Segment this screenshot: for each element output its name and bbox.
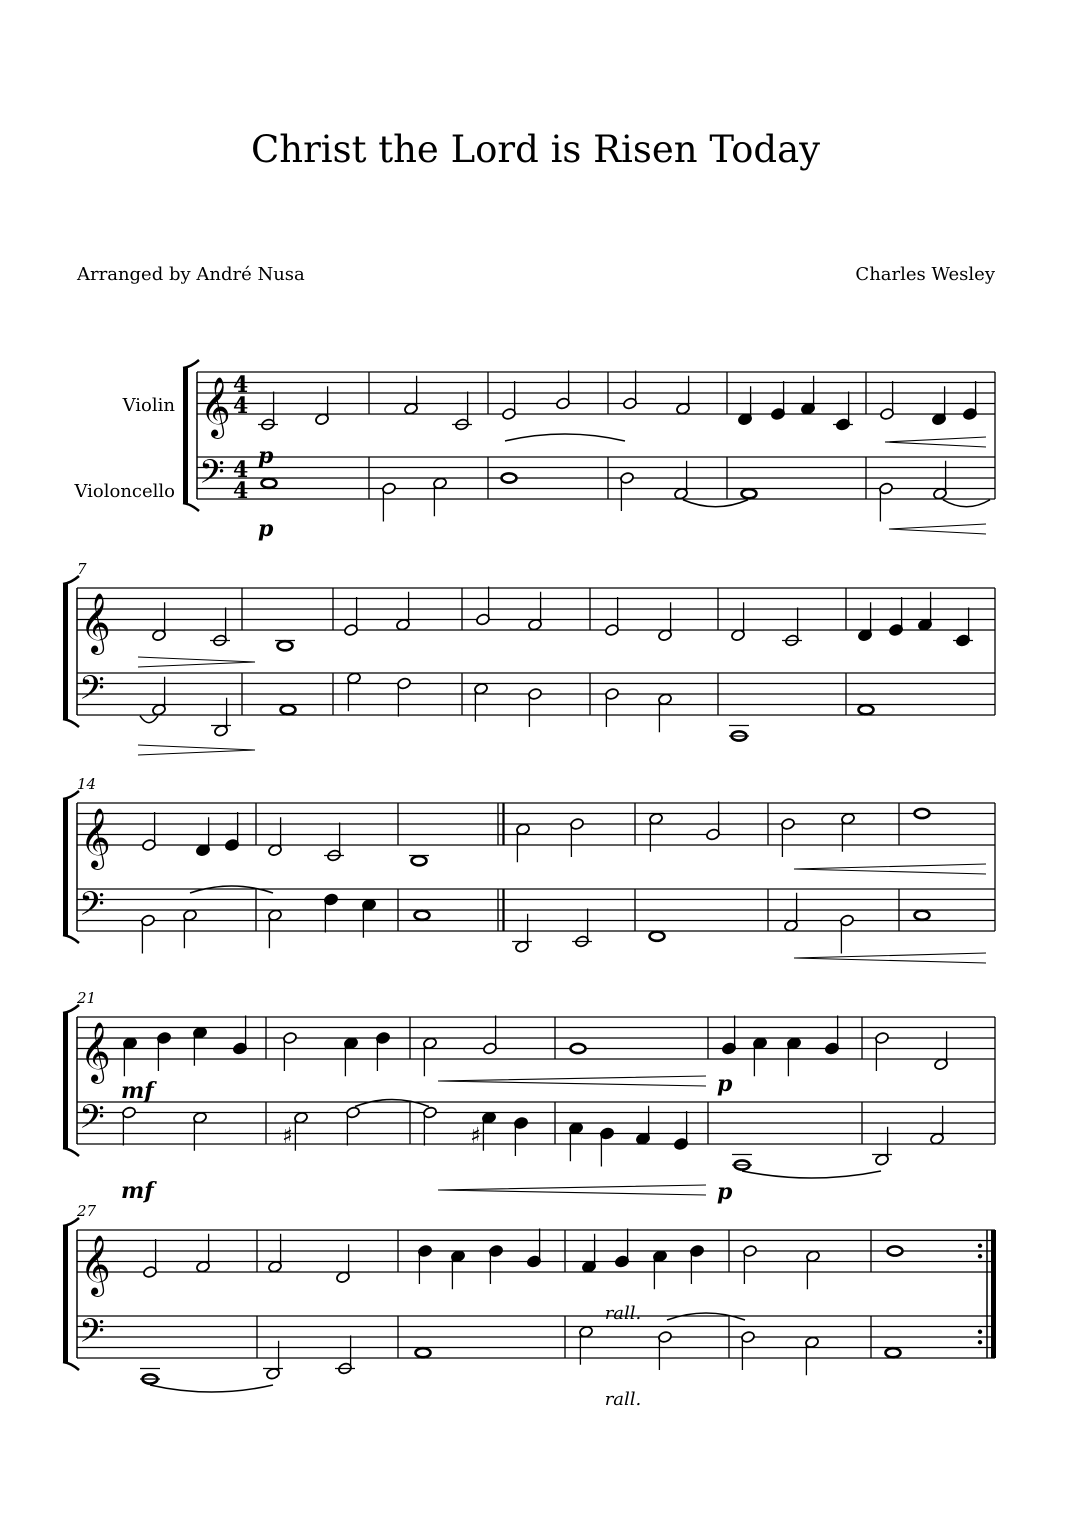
note [268,1234,283,1273]
note [268,817,283,856]
sharp-accidental: ♯ [470,1124,481,1149]
note [415,911,430,920]
arranger-credit: Arranged by André Nusa [77,264,305,285]
note [782,608,802,647]
dynamic-p: p [717,1071,733,1097]
note [706,802,721,841]
note [880,381,895,420]
system-5 [63,1218,996,1370]
note [233,1016,248,1055]
note [600,1127,615,1166]
note [512,914,532,953]
note [152,677,167,716]
sharp-accidental: ♯ [282,1124,293,1149]
note [572,909,592,948]
note [732,1155,752,1170]
note [729,726,749,741]
note [875,1032,890,1071]
note [404,376,419,415]
note [570,818,585,857]
note [423,1106,438,1145]
note [658,1331,673,1370]
note [571,1044,586,1053]
note [476,587,491,626]
crescendo-hairpin [794,953,986,963]
note [833,392,853,431]
bass-clef: 𝄢 [79,885,105,932]
note-head [278,641,293,650]
note [579,1325,594,1364]
rall-marking: rall. [604,1389,642,1410]
note [787,1037,802,1076]
note [225,812,240,851]
note [123,1037,138,1076]
note [741,1331,756,1370]
bracket-bottom-hook [63,719,79,727]
note [674,461,689,500]
dynamic-p: p [258,443,274,469]
dynamic-p: p [258,516,274,542]
piece-title: Christ the Lord is Risen Today [250,128,821,171]
instrument-label-violin: Violin [122,395,175,416]
time-signature-bottom: 4 [233,393,249,419]
treble-clef: 𝄞 [80,1022,111,1082]
decrescendo-hairpin [138,657,255,667]
note-head [415,911,430,920]
repeat-dot [978,1330,982,1334]
crescendo-hairpin [794,864,986,874]
note [690,1245,705,1284]
note [416,1348,431,1357]
note [556,371,571,410]
note [281,705,296,714]
note [140,1369,160,1384]
note [771,381,786,420]
note [263,1341,283,1380]
bracket-top-hook [183,360,199,368]
note [397,677,412,716]
note [335,1336,355,1375]
note [143,1239,158,1278]
note [953,608,973,647]
note [840,914,855,953]
note [858,602,873,641]
note [915,809,930,818]
note [859,705,874,714]
note [658,693,673,732]
repeat-dot [978,1340,982,1344]
note [620,472,635,511]
note-head [281,705,296,714]
note [210,608,230,647]
note [801,376,816,415]
note [653,1250,668,1289]
note [376,1032,391,1071]
note-head [859,705,874,714]
note [344,1037,359,1076]
measure-number: 14 [77,775,97,793]
crescendo-hairpin [889,524,986,534]
note [157,1032,172,1071]
treble-clef: 𝄞 [80,808,111,868]
note-head [571,1044,586,1053]
note [275,641,295,651]
note-head [650,932,665,941]
system-bracket [183,368,188,503]
note [738,386,753,425]
note [742,489,757,498]
note [362,898,377,937]
note [283,1032,298,1071]
note [196,817,211,856]
note [932,386,947,425]
note-head [412,856,427,865]
note [516,823,531,862]
note [933,461,948,500]
note [452,392,472,431]
note [582,1234,597,1273]
note [658,602,673,641]
bracket-bottom-hook [183,503,199,511]
note [451,1250,466,1289]
system-bracket [63,1013,68,1148]
note [294,1111,309,1150]
tie [150,1385,273,1392]
note [268,909,283,948]
system-bracket [63,584,68,719]
system-bracket [63,1226,68,1362]
note [502,473,517,482]
system-bracket [63,799,68,935]
note [262,479,277,488]
note [886,1348,901,1357]
final-barline-thick [991,1230,996,1358]
note [605,688,620,727]
note [193,1026,208,1065]
note [615,1229,630,1268]
note [888,1246,903,1255]
treble-clef: 𝄞 [80,593,111,653]
note [324,823,344,862]
measure-number: 21 [77,989,97,1007]
note-head [888,1246,903,1255]
bass-clef: 𝄢 [79,669,105,716]
note-head [742,489,757,498]
decrescendo-hairpin [138,745,255,755]
note [152,602,167,641]
note [502,381,517,420]
note [258,392,278,431]
tie [742,1171,881,1178]
dynamic-p: p [717,1179,733,1205]
bass-clef: 𝄢 [79,1312,105,1359]
note [347,672,362,711]
note [784,893,799,932]
crescendo-hairpin [438,1076,706,1086]
bass-clef: 𝄢 [79,1098,105,1145]
note-head [262,479,277,488]
note-head [416,1348,431,1357]
note [805,1336,820,1375]
note [474,682,489,721]
bracket-bottom-hook [63,1148,79,1156]
note [142,812,157,851]
time-signature-bottom: 4 [233,478,249,504]
note [918,592,933,631]
note-head [886,1348,901,1357]
note [731,602,746,641]
note [674,1111,689,1150]
time-signature-top: 4 [233,372,249,398]
note [879,482,894,521]
note [122,1106,137,1145]
note [315,386,330,425]
note [841,812,856,851]
note [623,371,638,410]
crescendo-hairpin [438,1185,706,1195]
note [636,1106,651,1145]
composer-credit: Charles Wesley [855,264,995,285]
note [963,381,978,420]
note [141,914,156,953]
note [569,1122,584,1161]
note [489,1245,504,1284]
measure-number: 7 [77,560,87,578]
repeat-dot [978,1244,982,1248]
note [418,1245,433,1284]
note [514,1117,529,1156]
note [409,856,429,866]
note [344,597,359,636]
note [211,698,231,737]
tie [943,500,990,507]
note [915,911,930,920]
instrument-label-violoncello: Violoncello [74,481,175,502]
note [528,688,543,727]
tie [683,500,748,507]
treble-clef: 𝄞 [200,377,231,437]
note [183,909,198,948]
note [676,376,691,415]
note-head [915,911,930,920]
dynamic-mf: mf [121,1178,154,1204]
note [930,1106,945,1145]
note [396,592,411,631]
note [722,1016,737,1055]
crescendo-hairpin [885,437,986,447]
note [872,1127,892,1166]
note [806,1250,821,1289]
time-signature-top: 4 [233,457,249,483]
bracket-bottom-hook [63,935,79,943]
note [482,1111,497,1150]
tie [355,1100,429,1107]
note [605,597,620,636]
note-head [502,473,517,482]
note [336,1244,351,1283]
note [825,1016,840,1055]
note [781,818,796,857]
note [527,1229,542,1268]
note [193,1111,208,1150]
tie [505,434,625,441]
bracket-bottom-hook [63,1362,79,1370]
treble-clef: 𝄞 [80,1235,111,1295]
note [382,482,397,521]
note [753,1037,768,1076]
note [346,1106,361,1145]
note [483,1016,498,1055]
note [934,1031,949,1070]
tie [140,716,158,723]
note [528,592,543,631]
bass-clef: 𝄢 [199,453,225,500]
measure-number: 27 [77,1202,97,1220]
note [423,1037,438,1076]
note [324,893,339,932]
note-head [915,809,930,818]
note [196,1234,211,1273]
note [743,1245,758,1284]
note [650,932,665,941]
rall-marking: rall. [604,1303,642,1324]
note [649,812,664,851]
repeat-dot [978,1254,982,1258]
note [889,597,904,636]
note [433,477,448,516]
dynamic-mf: mf [121,1078,154,1104]
